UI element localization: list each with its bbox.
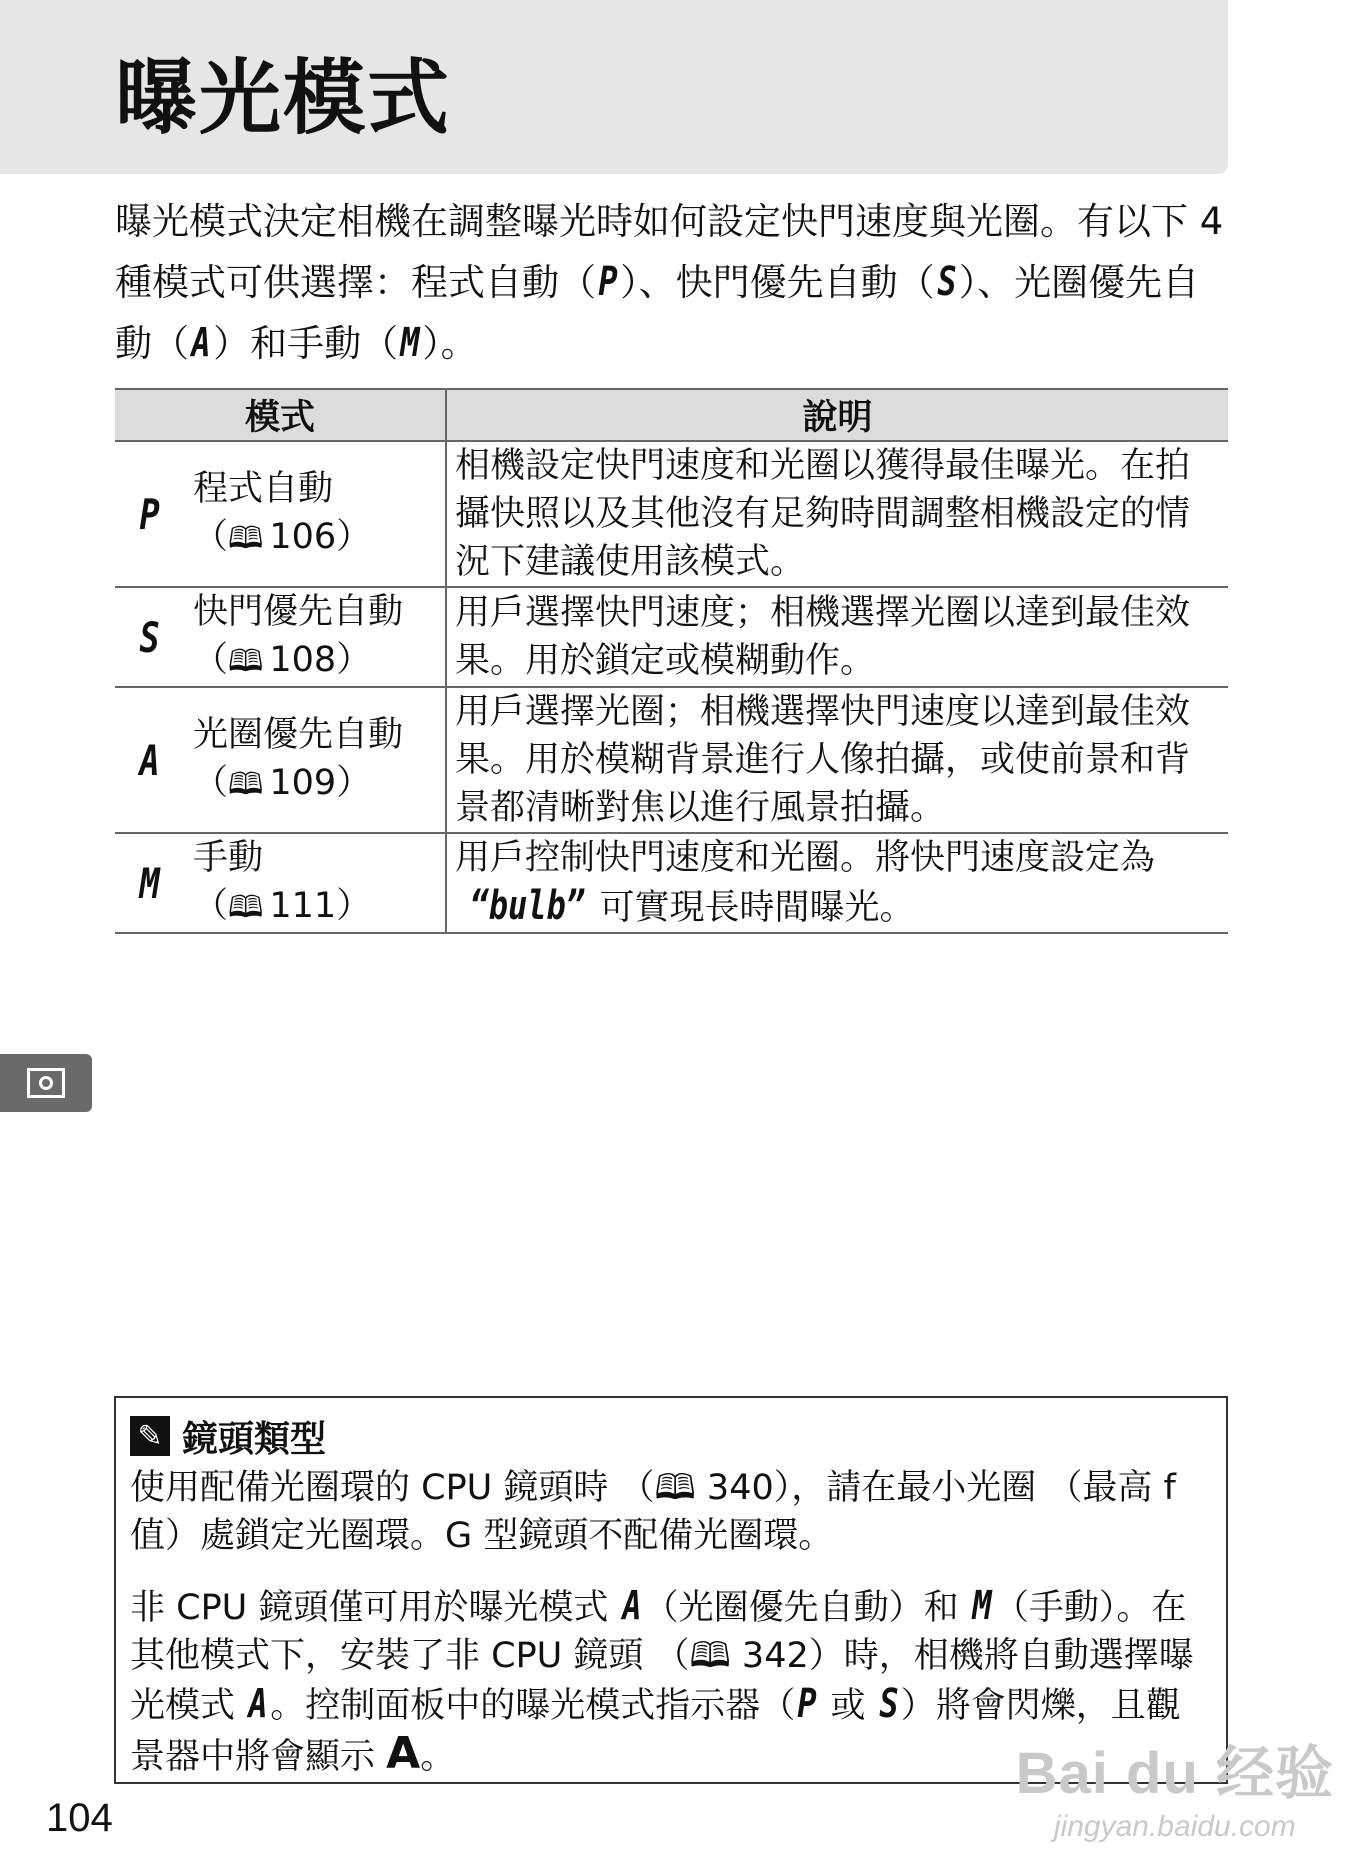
watermark-url: jingyan.baidu.com bbox=[1053, 1810, 1296, 1843]
mode-letter-s: S bbox=[139, 612, 160, 662]
mode-m-glyph: M bbox=[972, 1583, 992, 1629]
mode-s-glyph: S bbox=[937, 259, 957, 305]
watermark bbox=[1016, 1726, 1334, 1844]
mode-name: 程式自動 bbox=[193, 469, 334, 509]
section-side-tab[interactable] bbox=[0, 1054, 92, 1112]
page-number: 104 bbox=[46, 1796, 113, 1840]
intro-text-5: ）。 bbox=[422, 322, 478, 365]
intro-text-4: ）和手動（ bbox=[213, 322, 399, 365]
mode-a-glyph: A bbox=[191, 320, 211, 366]
mode-p-glyph: P bbox=[598, 259, 618, 305]
table-row bbox=[115, 587, 1228, 687]
table-header-row bbox=[115, 389, 1228, 441]
mode-name: 手動 bbox=[193, 838, 264, 878]
page-reference[interactable]: （🕮 108） bbox=[193, 636, 403, 686]
intro-text-2: ）、快門優先自動（ bbox=[620, 261, 935, 304]
mode-s-glyph: S bbox=[879, 1681, 899, 1727]
mode-description: 用戶選擇光圈；相機選擇快門速度以達到最佳效果。用於模糊背景進行人像拍攝，或使前景和背景都清晰對焦以進行風景拍攝。 bbox=[446, 687, 1228, 833]
exposure-meter-icon bbox=[27, 1068, 65, 1098]
mode-m-glyph: M bbox=[400, 320, 420, 366]
note-paragraph-2: 非 CPU 鏡頭僅可用於曝光模式 A（光圈優先自動）和 M（手動）。在其他模式下，安裝了非 CPU 鏡頭 （🕮 342）時，相機將自動選擇曝光模式 A。控制面板中的曝光模式指示器（P 或 S）將會閃爍，且觀景器中將會顯示 A。 bbox=[130, 1583, 1194, 1779]
mode-p-glyph: P bbox=[797, 1681, 817, 1727]
bulb-glyph: “bulb” bbox=[469, 883, 586, 929]
mode-letter-m: M bbox=[139, 858, 160, 908]
intro-paragraph bbox=[115, 192, 1235, 374]
manual-book-icon: 🕮 bbox=[228, 767, 264, 802]
watermark-logo: Bai du 经验 bbox=[1015, 1741, 1334, 1806]
page-reference[interactable]: （🕮 106） bbox=[193, 513, 371, 563]
page-title: 曝光模式 bbox=[115, 51, 452, 146]
mode-cell bbox=[115, 441, 446, 587]
mode-cell bbox=[115, 687, 446, 833]
mode-cell bbox=[115, 587, 446, 687]
pencil-icon: ✎ bbox=[130, 1416, 170, 1456]
mode-letter-a: A bbox=[139, 735, 160, 785]
viewfinder-a-glyph: A bbox=[386, 1728, 421, 1779]
header-description: 說明 bbox=[446, 389, 1228, 441]
mode-description: 相機設定快門速度和光圈以獲得最佳曝光。在拍攝快照以及其他沒有足夠時間調整相機設定的情況下建議使用該模式。 bbox=[446, 441, 1228, 587]
mode-a-glyph: A bbox=[621, 1583, 642, 1629]
mode-cell bbox=[115, 833, 446, 933]
table-row bbox=[115, 833, 1228, 933]
mode-description: 用戶選擇快門速度；相機選擇光圈以達到最佳效果。用於鎖定或模糊動作。 bbox=[446, 587, 1228, 687]
table-row bbox=[115, 687, 1228, 833]
manual-book-icon: 🕮 bbox=[228, 644, 264, 679]
manual-book-icon: 🕮 bbox=[228, 890, 264, 925]
intro-text-1: 曝光模式決定相機在調整曝光時如何設定快門速度與光圈。有以下 4 種模式可供選擇：程式自動（ bbox=[115, 200, 1224, 304]
mode-letter-p: P bbox=[139, 489, 160, 539]
mode-name: 快門優先自動 bbox=[193, 592, 404, 632]
mode-a-glyph: A bbox=[248, 1681, 268, 1727]
mode-name: 光圈優先自動 bbox=[193, 715, 404, 755]
note-paragraph-1: 使用配備光圈環的 CPU 鏡頭時 （🕮 340），請在最小光圈 （最高 f 值）處鎖定光圈環。G 型鏡頭不配備光圈環。 bbox=[130, 1468, 1176, 1556]
note-title: 鏡頭類型 bbox=[182, 1418, 327, 1460]
page-reference[interactable]: （🕮 109） bbox=[193, 759, 403, 809]
exposure-modes-table bbox=[115, 388, 1228, 934]
page-reference[interactable]: （🕮 111） bbox=[193, 882, 371, 932]
intro-text-3: ）、光圈優先自動（ bbox=[115, 261, 1200, 365]
manual-book-icon: 🕮 bbox=[228, 521, 264, 556]
header-mode: 模式 bbox=[115, 389, 446, 441]
mode-description: 用戶控制快門速度和光圈。將快門速度設定為“bulb” 可實現長時間曝光。 bbox=[446, 833, 1228, 933]
table-row bbox=[115, 441, 1228, 587]
